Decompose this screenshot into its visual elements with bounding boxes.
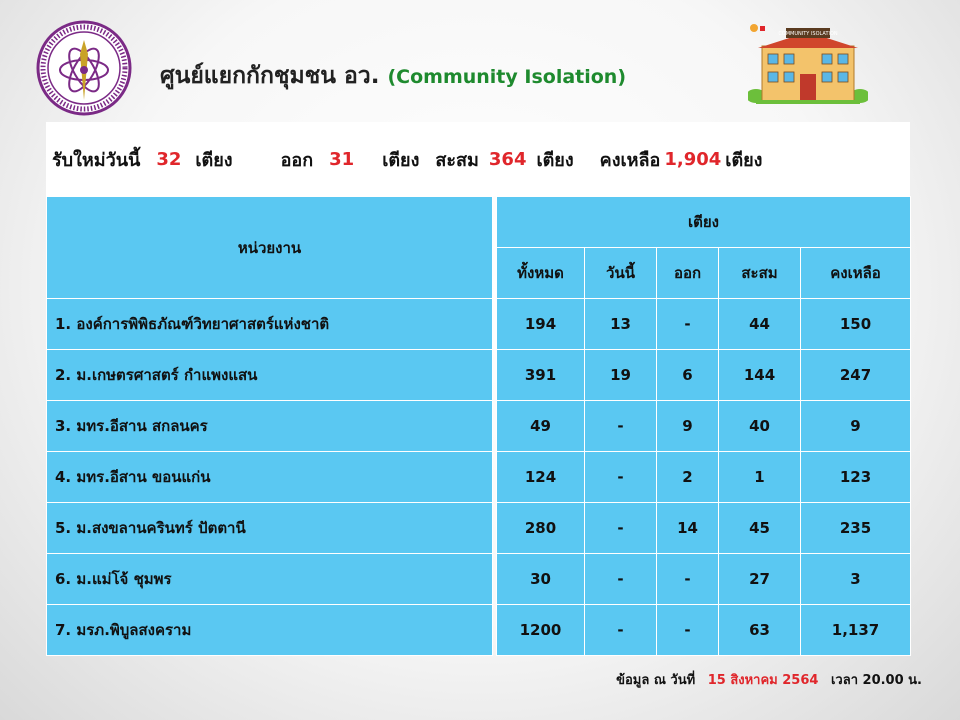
cell-out: - xyxy=(657,605,719,656)
column-header-today: วันนี้ xyxy=(585,248,657,299)
timestamp-prefix: ข้อมูล ณ วันที่ xyxy=(616,673,696,688)
cell-cum: 1 xyxy=(719,452,801,503)
column-header-remaining: คงเหลือ xyxy=(801,248,911,299)
cell-remain: 247 xyxy=(801,350,911,401)
cell-out: 6 xyxy=(657,350,719,401)
cell-today: - xyxy=(585,503,657,554)
cell-cum: 44 xyxy=(719,299,801,350)
new-today-value: 32 xyxy=(156,148,182,170)
unit-name-cell: 3. มทร.อีสาน สกลนคร xyxy=(47,401,493,452)
column-header-total: ทั้งหมด xyxy=(497,248,585,299)
cell-today: - xyxy=(585,452,657,503)
unit-label: เตียง xyxy=(536,149,574,171)
cell-remain: 3 xyxy=(801,554,911,605)
remaining-value: 1,904 xyxy=(664,148,722,170)
unit-column-header: หน่วยงาน xyxy=(47,197,493,299)
cell-remain: 1,137 xyxy=(801,605,911,656)
cumulative-label: สะสม xyxy=(435,149,479,171)
table-row xyxy=(47,452,911,503)
unit-name-cell: 5. ม.สงขลานครินทร์ ปัตตานี xyxy=(47,503,493,554)
cell-out: - xyxy=(657,554,719,605)
cell-remain: 9 xyxy=(801,401,911,452)
cumulative-value: 364 xyxy=(488,148,527,170)
cell-out: 14 xyxy=(657,503,719,554)
cell-total: 280 xyxy=(497,503,585,554)
cell-cum: 144 xyxy=(719,350,801,401)
cell-remain: 123 xyxy=(801,452,911,503)
cell-today: - xyxy=(585,605,657,656)
cell-remain: 235 xyxy=(801,503,911,554)
timestamp-time: เวลา 20.00 น. xyxy=(830,673,922,688)
table-row xyxy=(47,503,911,554)
unit-name-cell: 6. ม.แม่โจ้ ชุมพร xyxy=(47,554,493,605)
cell-total: 124 xyxy=(497,452,585,503)
cell-today: 19 xyxy=(585,350,657,401)
cell-today: 13 xyxy=(585,299,657,350)
cell-cum: 45 xyxy=(719,503,801,554)
timestamp-date: 15 สิงหาคม 2564 xyxy=(707,673,819,688)
cell-total: 194 xyxy=(497,299,585,350)
unit-label: เตียง xyxy=(725,149,763,171)
cell-today: - xyxy=(585,401,657,452)
summary-bar xyxy=(46,122,910,196)
cell-total: 1200 xyxy=(497,605,585,656)
cell-out: 2 xyxy=(657,452,719,503)
data-timestamp xyxy=(616,669,922,690)
table-row xyxy=(47,554,911,605)
title-english: (Community Isolation) xyxy=(387,66,627,88)
cell-cum: 27 xyxy=(719,554,801,605)
table-row xyxy=(47,350,911,401)
unit-name-cell: 7. มรภ.พิบูลสงคราม xyxy=(47,605,493,656)
beds-group-header: เตียง xyxy=(497,197,911,248)
cell-out: - xyxy=(657,299,719,350)
column-header-cumulative: สะสม xyxy=(719,248,801,299)
title-thai: ศูนย์แยกกักชุมชน อว. xyxy=(160,63,380,89)
cell-total: 30 xyxy=(497,554,585,605)
ministry-seal-logo xyxy=(36,20,132,116)
beds-table xyxy=(46,196,911,656)
building-sign-text: COMMUNITY ISOLATION xyxy=(778,31,838,37)
discharged-label: ออก xyxy=(280,149,314,171)
table-row xyxy=(47,299,911,350)
cell-cum: 63 xyxy=(719,605,801,656)
column-header-out: ออก xyxy=(657,248,719,299)
cell-total: 49 xyxy=(497,401,585,452)
cell-remain: 150 xyxy=(801,299,911,350)
unit-label: เตียง xyxy=(382,149,420,171)
unit-name-cell: 2. ม.เกษตรศาสตร์ กำแพงแสน xyxy=(47,350,493,401)
cell-cum: 40 xyxy=(719,401,801,452)
new-today-label: รับใหม่วันนี้ xyxy=(52,149,141,171)
discharged-value: 31 xyxy=(329,148,355,170)
unit-label: เตียง xyxy=(195,149,233,171)
cell-out: 9 xyxy=(657,401,719,452)
remaining-label: คงเหลือ xyxy=(599,149,661,171)
page-title xyxy=(160,58,626,94)
cell-today: - xyxy=(585,554,657,605)
community-isolation-building-icon xyxy=(748,24,868,104)
table-row xyxy=(47,605,911,656)
cell-total: 391 xyxy=(497,350,585,401)
unit-name-cell: 4. มทร.อีสาน ขอนแก่น xyxy=(47,452,493,503)
table-row xyxy=(47,401,911,452)
unit-name-cell: 1. องค์การพิพิธภัณฑ์วิทยาศาสตร์แห่งชาติ xyxy=(47,299,493,350)
